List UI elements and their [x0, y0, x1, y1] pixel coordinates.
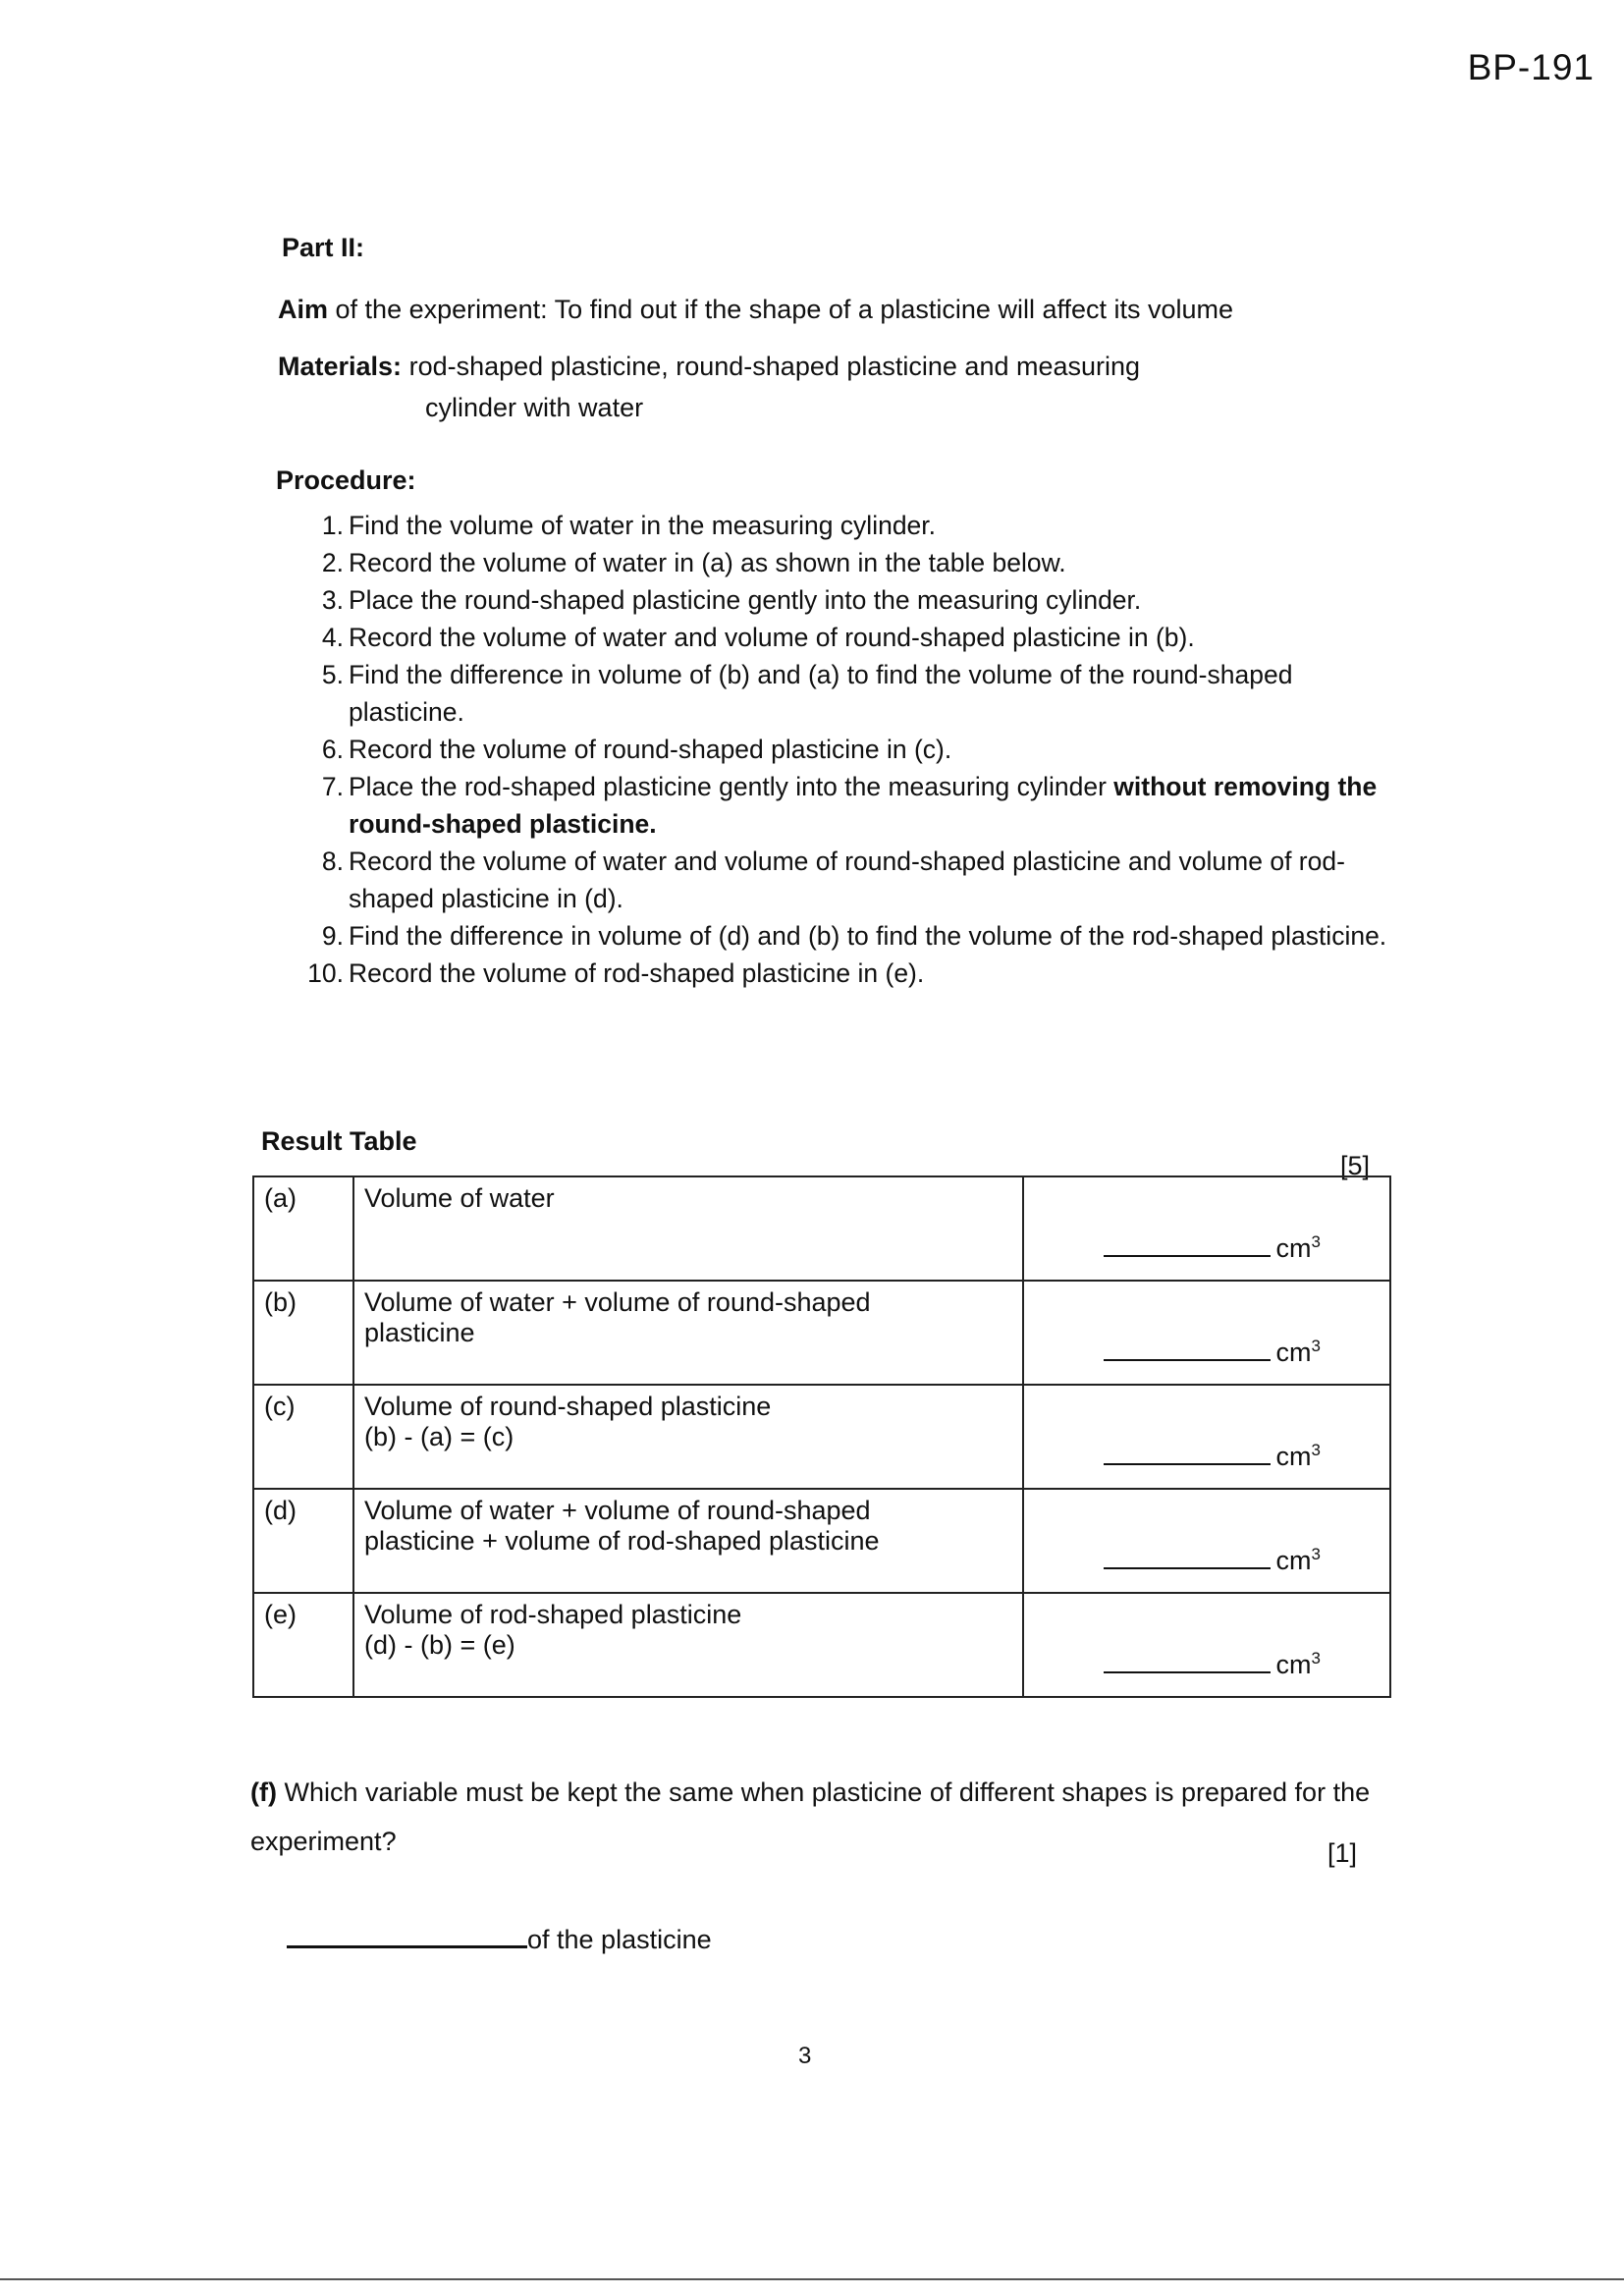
row-desc-line1: Volume of round-shaped plasticine	[364, 1392, 772, 1421]
row-description	[353, 1593, 1023, 1697]
step-number: 5.	[321, 660, 344, 689]
row-label: (b)	[253, 1281, 353, 1385]
table-row	[253, 1489, 1390, 1593]
row-desc-line2: (b) - (a) = (c)	[364, 1422, 514, 1451]
procedure-step	[304, 619, 1394, 656]
answer-cell[interactable]	[1023, 1489, 1390, 1593]
unit-sup: 3	[1311, 1337, 1321, 1355]
answer-blank[interactable]	[1104, 1548, 1271, 1569]
unit-text: cm	[1275, 1546, 1312, 1575]
step-text-bold: without removing the round-shaped plasticine.	[349, 772, 1378, 839]
result-table-title: Result Table	[261, 1126, 417, 1156]
step-number: 7.	[321, 772, 344, 801]
row-label: (d)	[253, 1489, 353, 1593]
step-text: Record the volume of rod-shaped plasticine in (e).	[349, 958, 925, 988]
unit-text: cm	[1275, 1442, 1312, 1471]
question-f-answer[interactable]	[287, 1920, 712, 1955]
table-row	[253, 1385, 1390, 1489]
aim-line	[278, 295, 1233, 325]
answer-suffix: of the plasticine	[527, 1925, 712, 1954]
procedure-step	[304, 544, 1394, 581]
table-row	[253, 1593, 1390, 1697]
table-row	[253, 1281, 1390, 1385]
step-number: 9.	[321, 921, 344, 951]
aim-text: of the experiment: To find out if the shape of a plasticine will affect its volume	[335, 295, 1234, 324]
materials-text-1: rod-shaped plasticine, round-shaped plasticine and measuring	[408, 352, 1141, 381]
procedure-step	[304, 581, 1394, 619]
step-number: 1.	[321, 511, 344, 540]
unit-label	[1276, 1442, 1321, 1471]
step-text: Place the round-shaped plasticine gently into the measuring cylinder.	[349, 585, 1142, 615]
unit-text: cm	[1275, 1338, 1312, 1367]
step-text: Record the volume of water and volume of round-shaped plasticine and volume of rod-shaped plasticine in (d).	[349, 847, 1345, 913]
row-label: (e)	[253, 1593, 353, 1697]
procedure-step	[304, 656, 1394, 731]
answer-blank[interactable]	[287, 1920, 527, 1948]
result-table-marks: [5]	[1340, 1151, 1371, 1180]
unit-text: cm	[1275, 1650, 1312, 1679]
question-f-text: Which variable must be kept the same when plasticine of different shapes is prepared for the experiment?	[250, 1777, 1371, 1856]
unit-label	[1276, 1338, 1321, 1367]
step-number: 2.	[321, 548, 344, 577]
row-label: (c)	[253, 1385, 353, 1489]
unit-sup: 3	[1311, 1441, 1321, 1459]
question-f-marks: [1]	[1327, 1838, 1358, 1868]
row-description	[353, 1489, 1023, 1593]
step-text: Record the volume of water in (a) as shown in the table below.	[349, 548, 1066, 577]
step-text: Find the difference in volume of (d) and (b) to find the volume of the rod-shaped plasticine.	[349, 921, 1387, 951]
page-number: 3	[798, 2043, 812, 2069]
step-number: 4.	[321, 623, 344, 652]
answer-cell[interactable]	[1023, 1593, 1390, 1697]
procedure-step	[304, 955, 1394, 992]
procedure-step	[304, 768, 1394, 843]
step-number: 6.	[321, 735, 344, 764]
answer-cell[interactable]	[1023, 1176, 1390, 1281]
result-table	[252, 1175, 1391, 1698]
answer-blank[interactable]	[1104, 1235, 1271, 1257]
row-desc-line1: Volume of water	[364, 1183, 555, 1213]
materials-line	[278, 352, 1140, 382]
answer-blank[interactable]	[1104, 1339, 1271, 1361]
procedure-step	[304, 731, 1394, 768]
unit-label	[1276, 1546, 1321, 1575]
step-text: Find the volume of water in the measuring cylinder.	[349, 511, 937, 540]
unit-sup: 3	[1311, 1232, 1321, 1251]
aim-label: Aim	[278, 295, 329, 324]
unit-label	[1276, 1233, 1321, 1263]
row-desc-line1: Volume of water + volume of round-shaped	[364, 1287, 871, 1317]
row-desc-line1: Volume of rod-shaped plasticine	[364, 1600, 742, 1629]
procedure-step	[304, 843, 1394, 917]
row-desc-line2: plasticine	[364, 1318, 475, 1347]
materials-label: Materials:	[278, 352, 403, 381]
row-description	[353, 1385, 1023, 1489]
row-desc-line2: (d) - (b) = (e)	[364, 1630, 515, 1660]
step-number: 8.	[321, 847, 344, 876]
question-f-label: (f)	[250, 1777, 277, 1807]
table-row	[253, 1176, 1390, 1281]
unit-text: cm	[1275, 1233, 1312, 1263]
procedure-title: Procedure:	[276, 465, 416, 495]
row-desc-line2: plasticine + volume of rod-shaped plasticine	[364, 1526, 880, 1556]
answer-cell[interactable]	[1023, 1385, 1390, 1489]
step-number: 10.	[307, 958, 344, 988]
answer-cell[interactable]	[1023, 1281, 1390, 1385]
paper-code: BP-191	[1467, 47, 1595, 87]
step-text	[349, 768, 1394, 843]
question-f	[250, 1768, 1380, 1866]
procedure-step	[304, 507, 1394, 544]
materials-text-2: cylinder with water	[425, 393, 644, 422]
row-label: (a)	[253, 1176, 353, 1281]
unit-sup: 3	[1311, 1545, 1321, 1563]
unit-sup: 3	[1311, 1649, 1321, 1667]
row-description	[353, 1281, 1023, 1385]
step-number: 3.	[321, 585, 344, 615]
procedure-list	[304, 507, 1394, 992]
answer-blank[interactable]	[1104, 1652, 1271, 1673]
unit-label	[1276, 1650, 1321, 1679]
procedure-step	[304, 917, 1394, 955]
step-text-plain: Place the rod-shaped plasticine gently into the measuring cylinder	[349, 772, 1107, 801]
answer-blank[interactable]	[1104, 1444, 1271, 1465]
step-text: Record the volume of water and volume of round-shaped plasticine in (b).	[349, 623, 1195, 652]
row-desc-line1: Volume of water + volume of round-shaped	[364, 1496, 871, 1525]
step-text: Find the difference in volume of (b) and (a) to find the volume of the round-shaped plasticine.	[349, 660, 1293, 727]
row-description	[353, 1176, 1023, 1281]
bottom-rule	[0, 2278, 1624, 2280]
step-text: Record the volume of round-shaped plasticine in (c).	[349, 735, 952, 764]
part-title: Part II:	[282, 233, 365, 262]
